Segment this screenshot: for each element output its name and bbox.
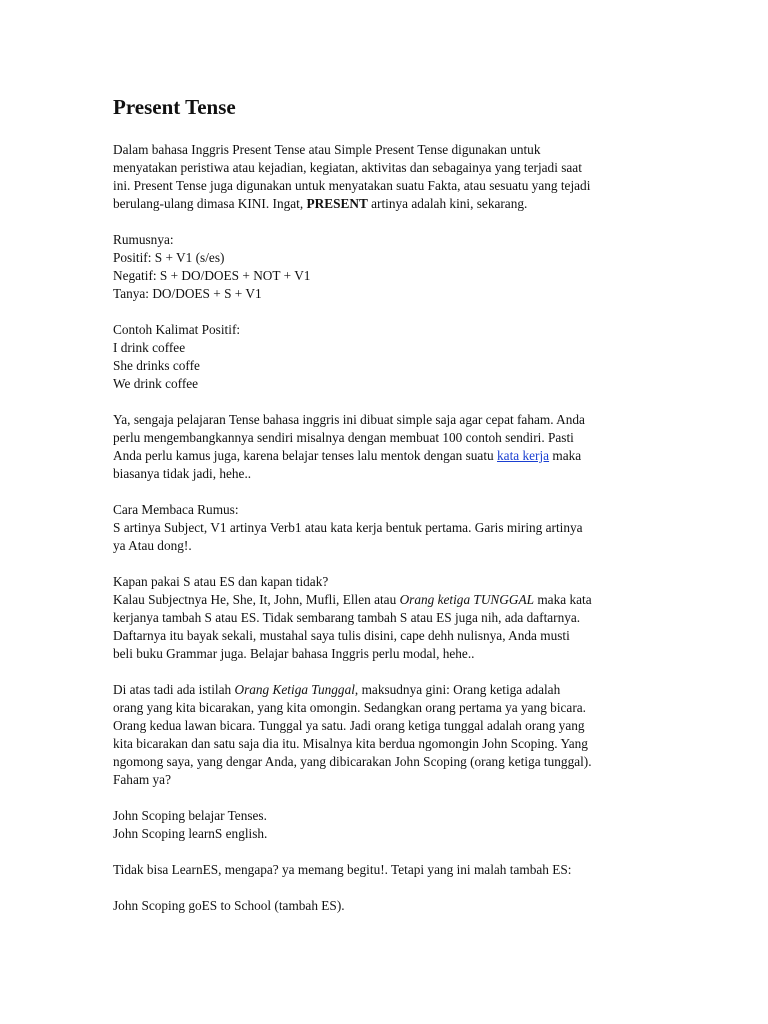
text-line: beli buku Grammar juga. Belajar bahasa Inggris perlu modal, hehe.. bbox=[113, 646, 475, 661]
text-line: ngomong saya, yang dengar Anda, yang dibicarakan John Scoping (orang ketiga tunggal). bbox=[113, 754, 592, 769]
text-line: orang yang kita bicarakan, yang kita omongin. Sedangkan orang pertama ya yang bicara. bbox=[113, 700, 586, 715]
formula-negative: Negatif: S + DO/DOES + NOT + V1 bbox=[113, 268, 311, 283]
text-line bbox=[113, 447, 653, 465]
text-line: biasanya tidak jadi, hehe.. bbox=[113, 466, 252, 481]
text-segment: artinya adalah kini, sekarang. bbox=[367, 196, 528, 211]
text-line: perlu mengembangkannya sendiri misalnya dengan membuat 100 contoh sendiri. Pasti bbox=[113, 430, 574, 445]
s-es-paragraph bbox=[113, 573, 653, 663]
text-line: Tidak bisa LearnES, mengapa? ya memang begitu!. Tetapi yang ini malah tambah ES: bbox=[113, 862, 572, 877]
third-person-paragraph bbox=[113, 681, 653, 789]
bold-present: PRESENT bbox=[306, 196, 368, 211]
text-line: kerjanya tambah S atau ES. Tidak sembarang tambah S atau ES juga nih, ada daftarnya. bbox=[113, 610, 581, 625]
text-segment: , maksudnya gini: Orang ketiga adalah bbox=[354, 682, 561, 697]
text-line: kita bicarakan dan satu saja dia itu. Misalnya kita berdua ngomongin John Scoping. Yang bbox=[113, 736, 588, 751]
document-body bbox=[113, 92, 653, 933]
formula-block bbox=[113, 231, 653, 303]
advice-paragraph bbox=[113, 411, 653, 483]
italic-term: Orang ketiga TUNGGAL bbox=[399, 592, 535, 607]
text-line: John Scoping belajar Tenses. bbox=[113, 808, 267, 823]
text-line bbox=[113, 591, 653, 609]
text-line: ini. Present Tense juga digunakan untuk menyatakan suatu Fakta, atau sesuatu yang tejadi bbox=[113, 178, 591, 193]
reading-formula-paragraph bbox=[113, 501, 653, 555]
example-line: She drinks coffe bbox=[113, 358, 200, 373]
goes-paragraph bbox=[113, 897, 653, 915]
text-segment: maka kata bbox=[534, 592, 592, 607]
italic-term: Orang Ketiga Tunggal bbox=[234, 682, 355, 697]
text-line: Kapan pakai S atau ES dan kapan tidak? bbox=[113, 574, 329, 589]
text-line: Cara Membaca Rumus: bbox=[113, 502, 239, 517]
learnes-paragraph bbox=[113, 861, 653, 879]
text-line: Ya, sengaja pelajaran Tense bahasa inggris ini dibuat simple saja agar cepat faham. Anda bbox=[113, 412, 585, 427]
example-line: We drink coffee bbox=[113, 376, 199, 391]
text-line: Faham ya? bbox=[113, 772, 171, 787]
page-title: Present Tense bbox=[113, 95, 236, 119]
kata-kerja-link[interactable]: kata kerja bbox=[497, 448, 550, 463]
text-line: John Scoping learnS english. bbox=[113, 826, 268, 841]
text-line: ya Atau dong!. bbox=[113, 538, 192, 553]
text-line: John Scoping goES to School (tambah ES). bbox=[113, 898, 345, 913]
text-segment: berulang-ulang dimasa KINI. Ingat, bbox=[113, 196, 307, 211]
text-segment: Kalau Subjectnya He, She, It, John, Mufli, Ellen atau bbox=[113, 592, 400, 607]
example-line: I drink coffee bbox=[113, 340, 186, 355]
intro-paragraph bbox=[113, 141, 653, 213]
john-examples-paragraph bbox=[113, 807, 653, 843]
text-line bbox=[113, 195, 653, 213]
examples-heading: Contoh Kalimat Positif: bbox=[113, 322, 241, 337]
text-line: Orang kedua lawan bicara. Tunggal ya satu. Jadi orang ketiga tunggal adalah orang yang bbox=[113, 718, 585, 733]
text-line bbox=[113, 681, 653, 699]
formula-positive: Positif: S + V1 (s/es) bbox=[113, 250, 225, 265]
text-line: Dalam bahasa Inggris Present Tense atau Simple Present Tense digunakan untuk bbox=[113, 142, 541, 157]
formula-heading: Rumusnya: bbox=[113, 232, 174, 247]
text-segment: maka bbox=[549, 448, 582, 463]
text-line: S artinya Subject, V1 artinya Verb1 atau kata kerja bentuk pertama. Garis miring artinya bbox=[113, 520, 583, 535]
text-segment: Di atas tadi ada istilah bbox=[113, 682, 235, 697]
formula-question: Tanya: DO/DOES + S + V1 bbox=[113, 286, 262, 301]
text-segment: Anda perlu kamus juga, karena belajar tenses lalu mentok dengan suatu bbox=[113, 448, 498, 463]
text-line: Daftarnya itu bayak sekali, mustahal saya tulis disini, cape dehh nulisnya, Anda musti bbox=[113, 628, 570, 643]
text-line: menyatakan peristiwa atau kejadian, kegiatan, aktivitas dan sebagainya yang terjadi saat bbox=[113, 160, 582, 175]
examples-block bbox=[113, 321, 653, 393]
